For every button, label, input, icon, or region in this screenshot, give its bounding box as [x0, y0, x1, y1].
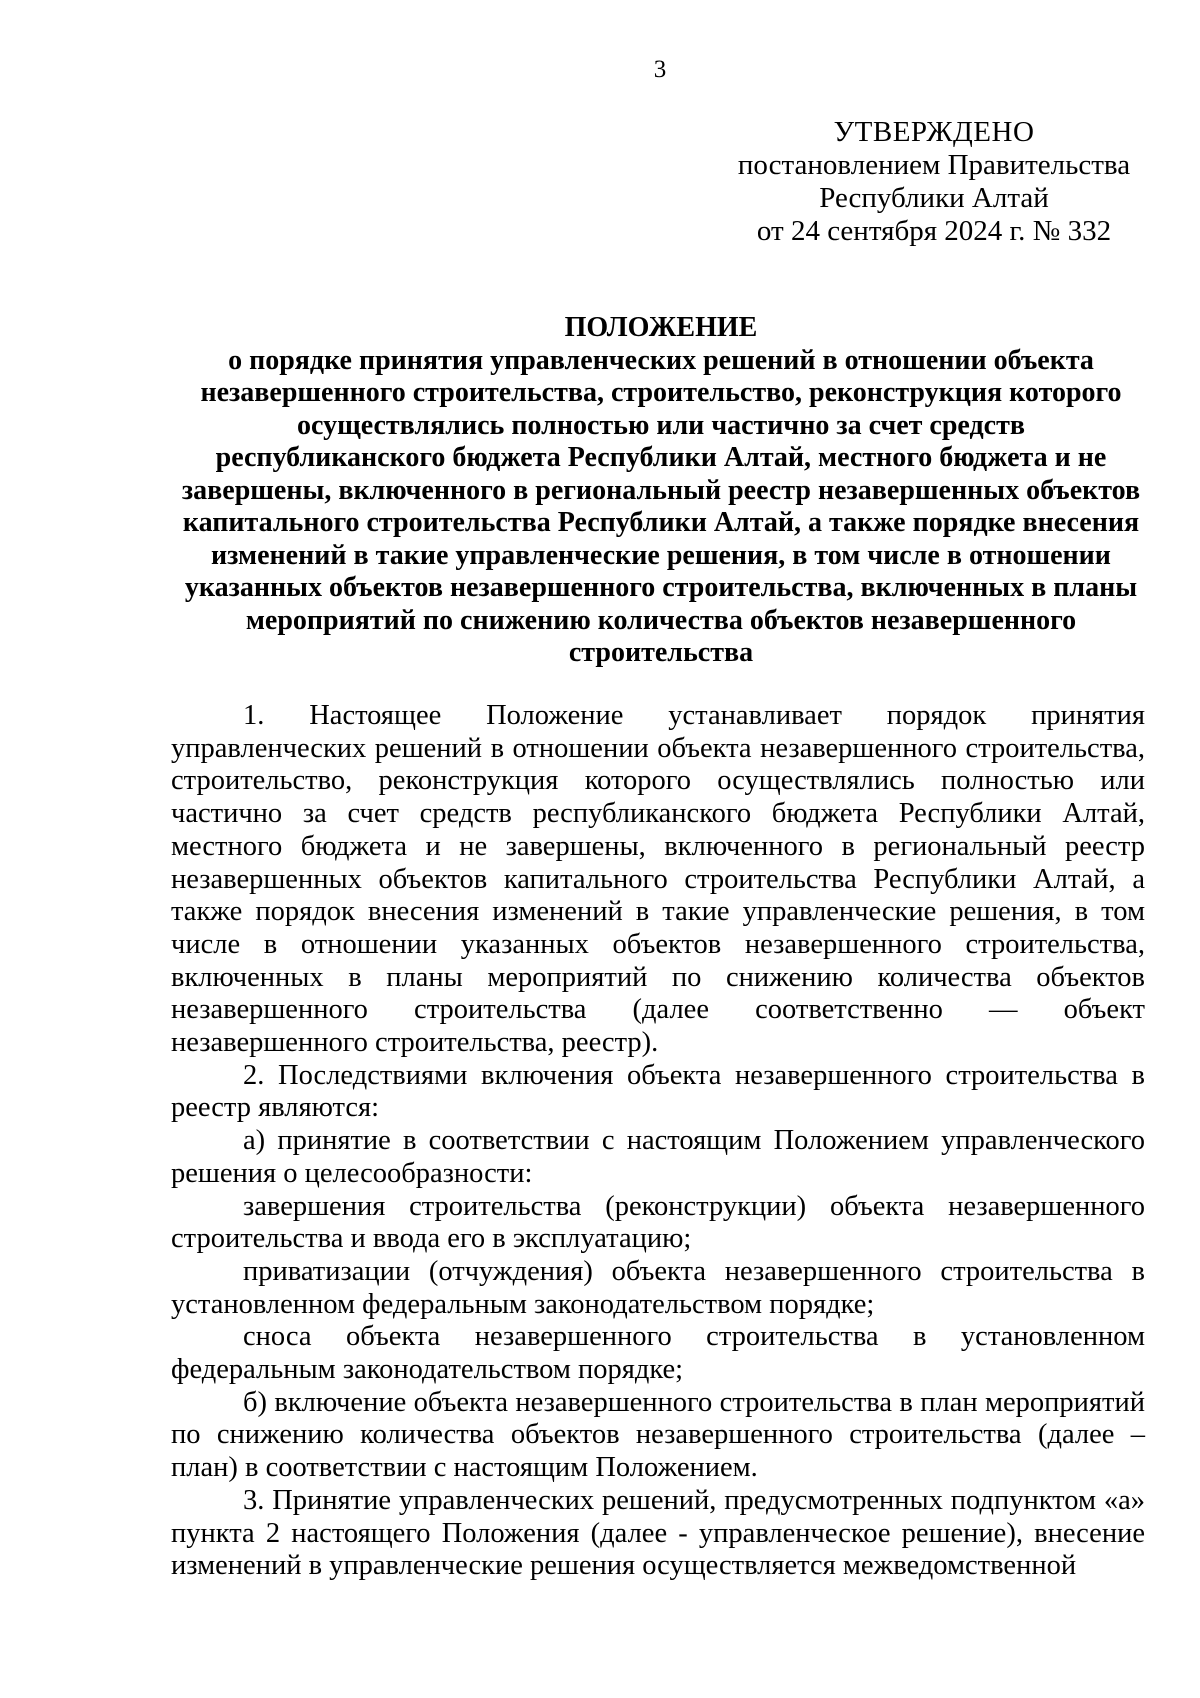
title-line: изменений в такие управленческие решения, в том числе в отношении	[211, 539, 1111, 571]
approval-date-number: от 24 сентября 2024 г. № 332	[756, 215, 1112, 247]
title-line: завершены, включенного в региональный реестр незавершенных объектов	[181, 474, 1141, 506]
title-line: указанных объектов незавершенного строительства, включенных в планы	[184, 572, 1138, 603]
title-line: незавершенного строительства, строительство, реконструкция которого	[200, 377, 1122, 408]
approval-stamp	[714, 116, 1154, 248]
title-line: республиканского бюджета Республики Алтай, местного бюджета и не	[215, 442, 1107, 473]
paragraph-2a: а) принятие в соответствии с настоящим Положением управленческого решения о целесообразности:	[171, 1125, 1145, 1189]
title-line: строительства	[568, 637, 754, 668]
document-title	[166, 312, 1156, 670]
document-body	[171, 700, 1145, 1583]
title-line: о порядке принятия управленческих решений в отношении объекта	[228, 344, 1094, 376]
paragraph-3: 3. Принятие управленческих решений, предусмотренных подпунктом «а» пункта 2 настоящего Положения (далее - управленческое решение), внесение изменений в управленческие решения осуществляется межведомственной	[171, 1484, 1145, 1582]
paragraph-2b: б) включение объекта незавершенного строительства в план мероприятий по снижению количества объектов незавершенного строительства (далее – план) в соответствии с настоящим Положением.	[171, 1386, 1145, 1484]
paragraph-2: 2. Последствиями включения объекта незавершенного строительства в реестр являются:	[171, 1059, 1145, 1124]
paragraph-1: 1. Настоящее Положение устанавливает порядок принятия управленческих решений в отношении объекта незавершенного строительства, строительство, реконструкция которого осуществлялись полностью или частично за счет средств республиканского бюджета Республики Алтай, местного бюджета и не завершены, включенного в региональный реестр незавершенных объектов капитального строительства Республики Алтай, а также порядок внесения изменений в такие управленческие решения, в том числе в отношении указанных объектов незавершенного строительства, включенных в планы мероприятий по снижению количества объектов незавершенного строительства (далее соответственно — объект незавершенного строительства, реестр).	[171, 700, 1145, 1059]
title-heading: ПОЛОЖЕНИЕ	[564, 312, 758, 343]
paragraph-2a-completion: завершения строительства (реконструкции) объекта незавершенного строительства и ввода его в эксплуатацию;	[171, 1190, 1145, 1255]
page-number: 3	[653, 56, 667, 83]
title-line: капитального строительства Республики Алтай, а также порядке внесения	[182, 507, 1140, 538]
approval-decree: постановлением Правительства	[737, 149, 1131, 181]
title-line: мероприятий по снижению количества объектов незавершенного	[245, 604, 1077, 636]
paragraph-2a-demolition: сноса объекта незавершенного строительства в установленном федеральным законодательством порядке;	[171, 1321, 1145, 1386]
approval-approved: УТВЕРЖДЕНО	[833, 116, 1035, 148]
paragraph-2a-privatization: приватизации (отчуждения) объекта незавершенного строительства в установленном федеральным законодательством порядке;	[171, 1255, 1145, 1320]
title-line: осуществлялись полностью или частично за счет средств	[297, 409, 1025, 441]
approval-republic: Республики Алтай	[819, 182, 1049, 214]
